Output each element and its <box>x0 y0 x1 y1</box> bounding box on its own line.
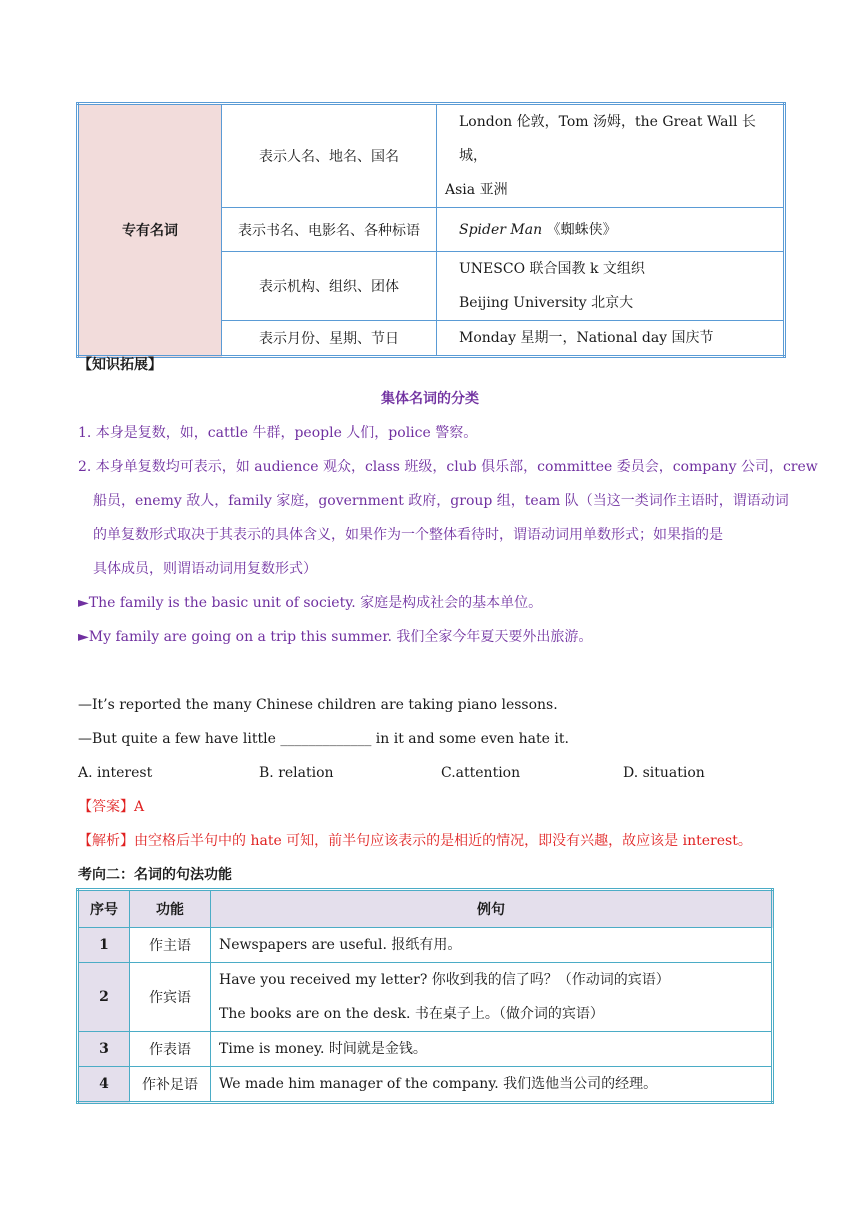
example-cell <box>437 252 785 321</box>
row-function: 作主语 <box>130 928 211 963</box>
proper-noun-table <box>76 102 786 358</box>
list-item: 2. 本身单复数均可表示，如 audience 观众，class 班级，club 俱乐部，committee 委员会，company 公司，crew <box>78 459 818 475</box>
option-d: D. situation <box>623 765 705 781</box>
example-line: Beijing University 北京大 <box>459 295 634 311</box>
question-line: —It’s reported the many Chinese children are taking piano lessons. <box>78 697 558 713</box>
example-line: Asia 亚洲 <box>445 182 508 198</box>
example-italic: Spider Man <box>459 221 543 238</box>
row-sentence <box>211 1032 773 1067</box>
table-row <box>78 928 773 963</box>
example-line: London 伦敦，Tom 汤姆，the Great Wall 长城， <box>459 114 756 164</box>
option-c: C.attention <box>441 765 521 781</box>
list-item: 1. 本身是复数，如，cattle 牛群，people 人们，police 警察。 <box>78 425 478 441</box>
row-sentence <box>211 928 773 963</box>
col-header-num: 序号 <box>78 890 130 928</box>
example-rest: 《蜘蛛侠》 <box>542 221 617 238</box>
col-header-function: 功能 <box>130 890 211 928</box>
example-cell <box>437 208 785 252</box>
category-cell: 专有名词 <box>78 104 222 357</box>
list-item-cont: 船员，enemy 敌人，family 家庭，government 政府，group 组，team 队（当这一类词作主语时，谓语动词 <box>93 493 789 509</box>
option-b: B. relation <box>259 765 334 781</box>
row-function: 作表语 <box>130 1032 211 1067</box>
row-num: 1 <box>78 928 130 963</box>
row-num: 4 <box>78 1067 130 1103</box>
example-cell <box>437 104 785 208</box>
section-subtitle: 集体名词的分类 <box>381 391 479 407</box>
answer: 【答案】A <box>78 799 145 815</box>
example-sentence: ►The family is the basic unit of society. 家庭是构成社会的基本单位。 <box>78 595 543 611</box>
question-line: —But quite a few have little _____________ in it and some even hate it. <box>78 731 569 747</box>
analysis: 【解析】由空格后半句中的 hate 可知，前半句应该表示的是相近的情况，即没有兴趣，故应该是 interest。 <box>78 833 752 849</box>
sentence-line: We made him manager of the company. 我们选他当公司的经理。 <box>219 1076 658 1092</box>
section-heading: 考向二：名词的句法功能 <box>78 867 232 883</box>
usage-cell: 表示月份、星期、节日 <box>222 321 437 357</box>
sentence-line: Time is money. 时间就是金钱。 <box>219 1041 427 1057</box>
table-row <box>78 1032 773 1067</box>
noun-function-table <box>76 888 774 1104</box>
row-num: 3 <box>78 1032 130 1067</box>
option-a: A. interest <box>78 765 153 781</box>
example-line: UNESCO 联合国教 k 文组织 <box>459 261 645 277</box>
table-row <box>78 963 773 1032</box>
list-item-cont: 具体成员，则谓语动词用复数形式） <box>93 561 317 577</box>
example-sentence: ►My family are going on a trip this summer. 我们全家今年夏天要外出旅游。 <box>78 629 593 645</box>
col-header-example: 例句 <box>211 890 773 928</box>
sentence-line: Newspapers are useful. 报纸有用。 <box>219 937 462 953</box>
row-sentence <box>211 1067 773 1103</box>
example-line: Monday 星期一，National day 国庆节 <box>459 330 714 346</box>
sentence-line: The books are on the desk. 书在桌子上。（做介词的宾语） <box>219 1006 604 1022</box>
knowledge-heading: 【知识拓展】 <box>78 357 162 373</box>
table-row <box>78 1067 773 1103</box>
row-sentence <box>211 963 773 1032</box>
example-cell <box>437 321 785 357</box>
usage-cell: 表示书名、电影名、各种标语 <box>222 208 437 252</box>
list-item-cont: 的单复数形式取决于其表示的具体含义，如果作为一个整体看待时，谓语动词用单数形式；如果指的是 <box>93 527 723 543</box>
sentence-line: Have you received my letter? 你收到我的信了吗？（作动词的宾语） <box>219 972 670 988</box>
row-function: 作补足语 <box>130 1067 211 1103</box>
usage-cell: 表示人名、地名、国名 <box>222 104 437 208</box>
row-function: 作宾语 <box>130 963 211 1032</box>
row-num: 2 <box>78 963 130 1032</box>
usage-cell: 表示机构、组织、团体 <box>222 252 437 321</box>
